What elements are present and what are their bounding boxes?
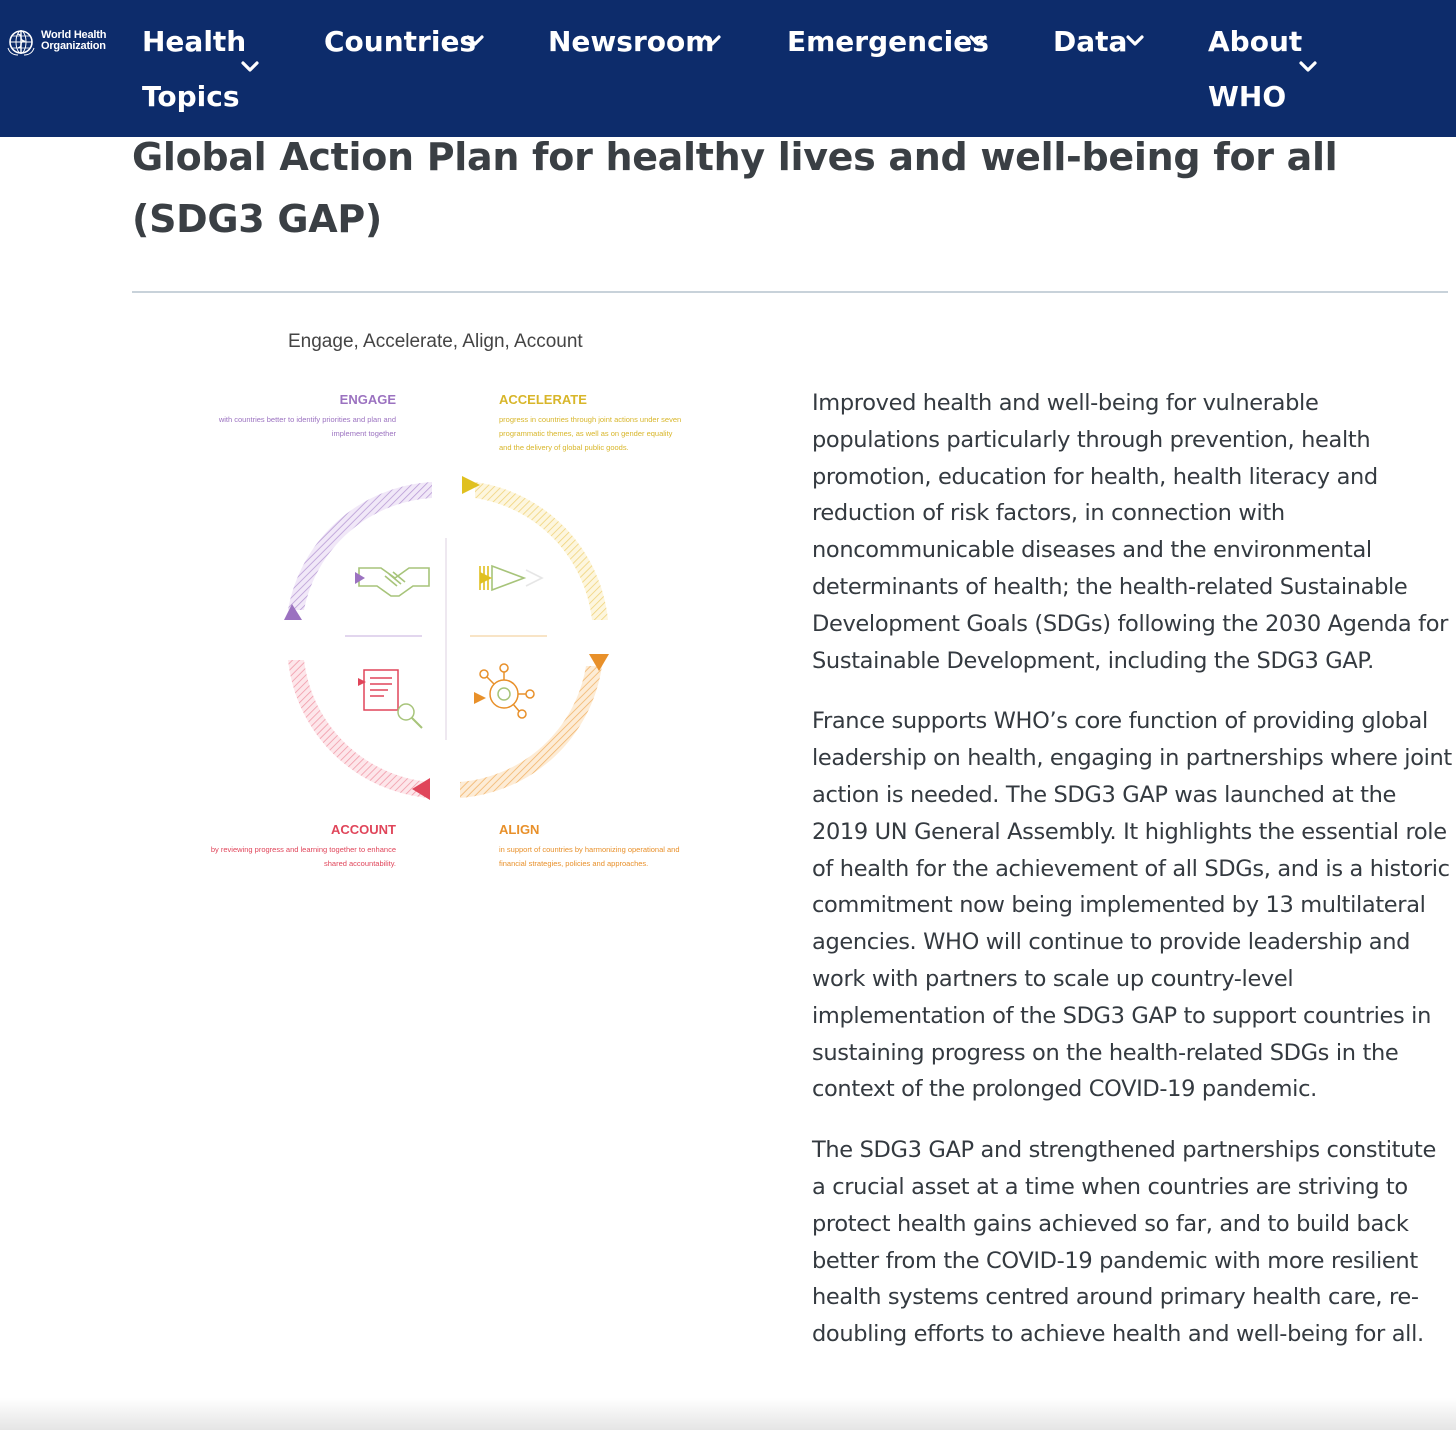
title-divider <box>132 291 1448 293</box>
paragraph: Improved health and well-being for vulnerable populations particularly through prevention, health promotion, education for health, health literacy and reduction of risk factors, in connection with noncommunicable diseases and the environmental determinants of health; the health-related Sustainable Development Goals (SDGs) following the 2030 Agenda for Sustainable Development, including the SDG3 GAP. <box>812 390 1449 674</box>
nav-label: WHO <box>1208 80 1287 113</box>
page-title: Global Action Plan for healthy lives and well-being for all (SDG3 GAP) <box>132 135 1338 241</box>
bottom-scroll-shadow <box>0 1398 1456 1430</box>
sdg3-gap-cycle-figure <box>140 310 760 890</box>
nav-label: Emergencies <box>787 25 989 58</box>
nav-item-emergencies[interactable] <box>787 14 989 69</box>
handshake-icon <box>355 568 429 596</box>
align-description-line: financial strategies, policies and approaches. <box>499 859 649 868</box>
paragraph: The SDG3 GAP and strengthened partnerships constitute a crucial asset at a time when countries are striving to protect health gains achieved so far, and to build back better from the COVID-19 pandemic with more resilient health systems centred around primary health care, re-doubling efforts to achieve health and well-being for all. <box>812 1137 1436 1348</box>
accelerate-description-line: and the delivery of global public goods. <box>499 443 629 452</box>
play-arrows-icon <box>480 566 542 590</box>
chevron-down-icon <box>1298 60 1318 74</box>
chevron-down-icon <box>240 60 260 74</box>
accelerate-description-line: programmatic themes, as well as on gender equality <box>499 429 673 438</box>
engage-description-line: with countries better to identify priorities and plan and <box>218 415 396 424</box>
accelerate-arc <box>475 482 608 620</box>
top-navigation-bar <box>0 0 1456 137</box>
nav-label: Newsroom <box>548 25 715 58</box>
nav-item-newsroom[interactable] <box>548 14 714 69</box>
account-description-line: by reviewing progress and learning together to enhance <box>210 845 396 854</box>
account-title: ACCOUNT <box>331 822 396 837</box>
nav-item-health-topics[interactable] <box>142 14 246 124</box>
nav-label: Data <box>1053 25 1128 58</box>
nav-label: Topics <box>142 80 240 113</box>
nav-item-about-who[interactable] <box>1208 14 1302 124</box>
figure-heading: Engage, Accelerate, Align, Account <box>288 331 583 352</box>
logo-text-line: World Health <box>41 29 107 41</box>
accelerate-description-line: progress in countries through joint actions under seven <box>499 415 682 424</box>
nav-item-data[interactable] <box>1053 14 1127 69</box>
who-emblem-icon <box>6 28 36 56</box>
who-logo[interactable] <box>6 28 106 56</box>
chevron-down-icon <box>1125 34 1145 48</box>
engage-description-line: implement together <box>331 429 396 438</box>
chevron-down-icon <box>968 34 988 48</box>
engage-title: ENGAGE <box>339 392 396 407</box>
logo-text-line: Organization <box>41 40 106 52</box>
document-magnifier-icon <box>358 670 422 728</box>
network-cog-icon <box>474 664 534 718</box>
chevron-down-icon <box>702 34 722 48</box>
main-content <box>812 385 1452 1377</box>
align-title: ALIGN <box>499 822 540 837</box>
nav-label: Countries <box>324 25 477 58</box>
paragraph: France supports WHO’s core function of providing global leadership on health, engaging in partnerships where joint action is needed. The SDG3 GAP was launched at the 2019 UN General Assembly. It highlights the essential role of health for the achievement of all SDGs, and is a historic commitment now being implemented by 13 multilateral agencies. WHO will continue to provide leadership and work with partners to scale up country-level implementation of the SDG3 GAP to support countries in sustaining progress on the health-related SDGs in the context of the prolonged COVID-19 pandemic. <box>812 708 1452 1103</box>
nav-label: Health <box>142 25 247 58</box>
chevron-down-icon <box>465 34 485 48</box>
nav-label: About <box>1208 25 1303 58</box>
account-description-line: shared accountability. <box>324 859 396 868</box>
accelerate-title: ACCELERATE <box>499 392 587 407</box>
who-logo-text <box>41 30 111 52</box>
nav-item-countries[interactable] <box>324 14 476 69</box>
align-arc <box>460 666 602 798</box>
align-description-line: in support of countries by harmonizing operational and <box>499 845 680 854</box>
engage-arc <box>288 482 432 610</box>
